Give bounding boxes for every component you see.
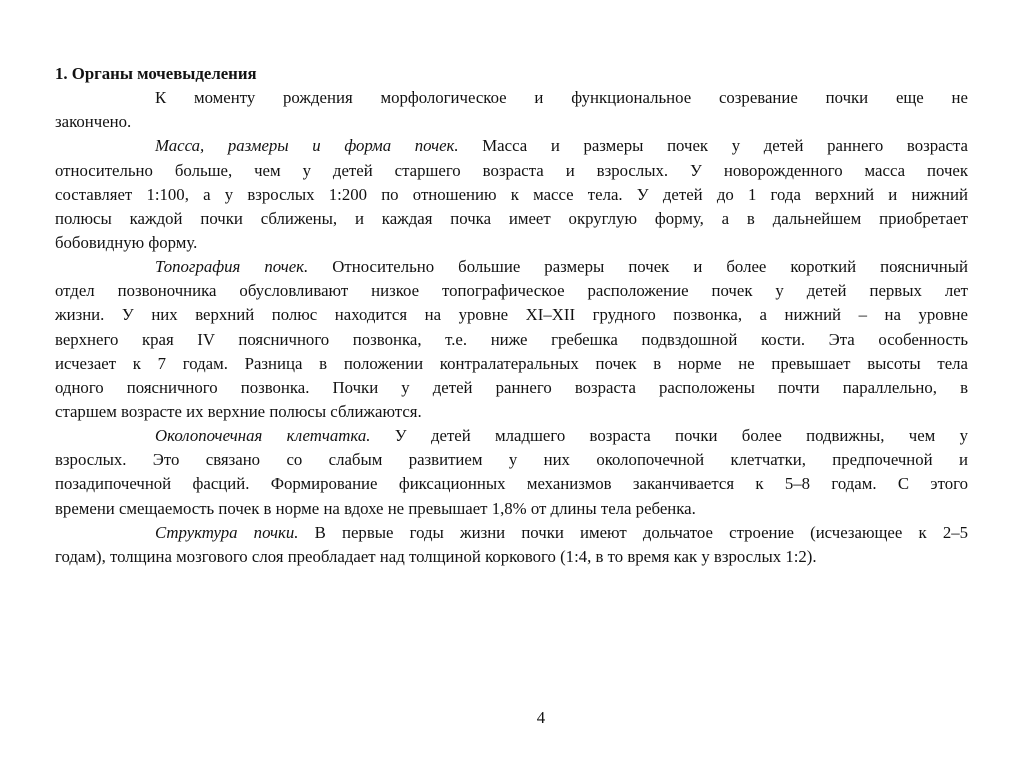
text-line: [55, 328, 968, 352]
text-line: [55, 86, 968, 110]
text-run: К моменту рождения морфологическое и функциональное созревание почки еще не: [155, 88, 968, 108]
text-line: [55, 424, 968, 448]
page-footer: [58, 706, 1024, 730]
text-run: закончено.: [55, 112, 132, 132]
text-run: отдел позвоночника обусловливают низкое топографическое расположение почек у детей первых лет: [55, 281, 968, 301]
text-line: [55, 134, 968, 158]
text-run: позадипочечной фасций. Формирование фиксационных механизмов заканчивается к 5–8 годам. С этого: [55, 474, 968, 494]
italic-run: Топография почек.: [155, 257, 309, 277]
text-run: бобовидную форму.: [55, 232, 198, 252]
paragraph: [55, 86, 968, 134]
text-run: относительно больше, чем у детей старшего возраста и взрослых. У новорожденного масса почек: [55, 160, 968, 180]
paragraph: [55, 255, 968, 424]
text-run: одного поясничного позвонка. Почки у детей раннего возраста расположены почти параллельно, в: [55, 377, 968, 397]
text-line: [55, 472, 968, 496]
text-run: жизни. У них верхний полюс находится на уровне XI–XII грудного позвонка, а нижний – на уровне: [55, 305, 968, 325]
paragraph: [55, 521, 968, 569]
text-run: Относительно большие размеры почек и более короткий поясничный: [308, 257, 968, 277]
text-line: [55, 497, 968, 521]
text-line: [55, 207, 968, 231]
text-line: [55, 448, 968, 472]
text-line: [55, 183, 968, 207]
text-line: [55, 110, 968, 134]
italic-run: Масса, размеры и форма почек.: [155, 136, 459, 156]
text-run: верхнего края IV поясничного позвонка, т.е. ниже гребешка подвздошной кости. Эта особенность: [55, 329, 968, 349]
section-heading: 1. Органы мочевыделения: [55, 64, 257, 83]
text-line: [55, 231, 968, 255]
text-line: [55, 376, 968, 400]
text-line: [55, 303, 968, 327]
paragraph: [55, 424, 968, 521]
text-run: времени смещаемость почек в норме на вдохе не превышает 1,8% от длины тела ребенка.: [55, 498, 696, 518]
document-body: [55, 86, 968, 569]
text-run: полюсы каждой почки сближены, и каждая почка имеет округлую форму, а в дальнейшем приобретает: [55, 208, 968, 228]
text-line: [55, 255, 968, 279]
text-run: взрослых. Это связано со слабым развитием у них околопочечной клетчатки, предпочечной и: [55, 450, 968, 470]
text-line: [55, 352, 968, 376]
page-number: 4: [536, 708, 546, 727]
italic-run: Структура почки.: [155, 522, 299, 542]
text-line: [55, 545, 968, 569]
text-line: [55, 159, 968, 183]
text-run: У детей младшего возраста почки более подвижны, чем у: [370, 426, 968, 446]
text-run: Масса и размеры почек у детей раннего возраста: [458, 136, 968, 156]
italic-run: Околопочечная клетчатка.: [155, 426, 371, 446]
text-line: [55, 521, 968, 545]
text-run: В первые годы жизни почки имеют дольчатое строение (исчезающее к 2–5: [298, 522, 968, 542]
text-run: старшем возрасте их верхние полюсы сближаются.: [55, 401, 422, 421]
paragraph: [55, 134, 968, 255]
document-content: [55, 62, 968, 569]
text-line: [55, 279, 968, 303]
text-run: исчезает к 7 годам. Разница в положении контралатеральных почек в норме не превышает высоты тела: [55, 353, 968, 373]
text-line: [55, 400, 968, 424]
text-run: годам), толщина мозгового слоя преобладает над толщиной коркового (1:4, в то время как у взрослых 1:2).: [55, 546, 817, 566]
text-run: составляет 1:100, а у взрослых 1:200 по отношению к массе тела. У детей до 1 года верхний и нижний: [55, 184, 968, 204]
